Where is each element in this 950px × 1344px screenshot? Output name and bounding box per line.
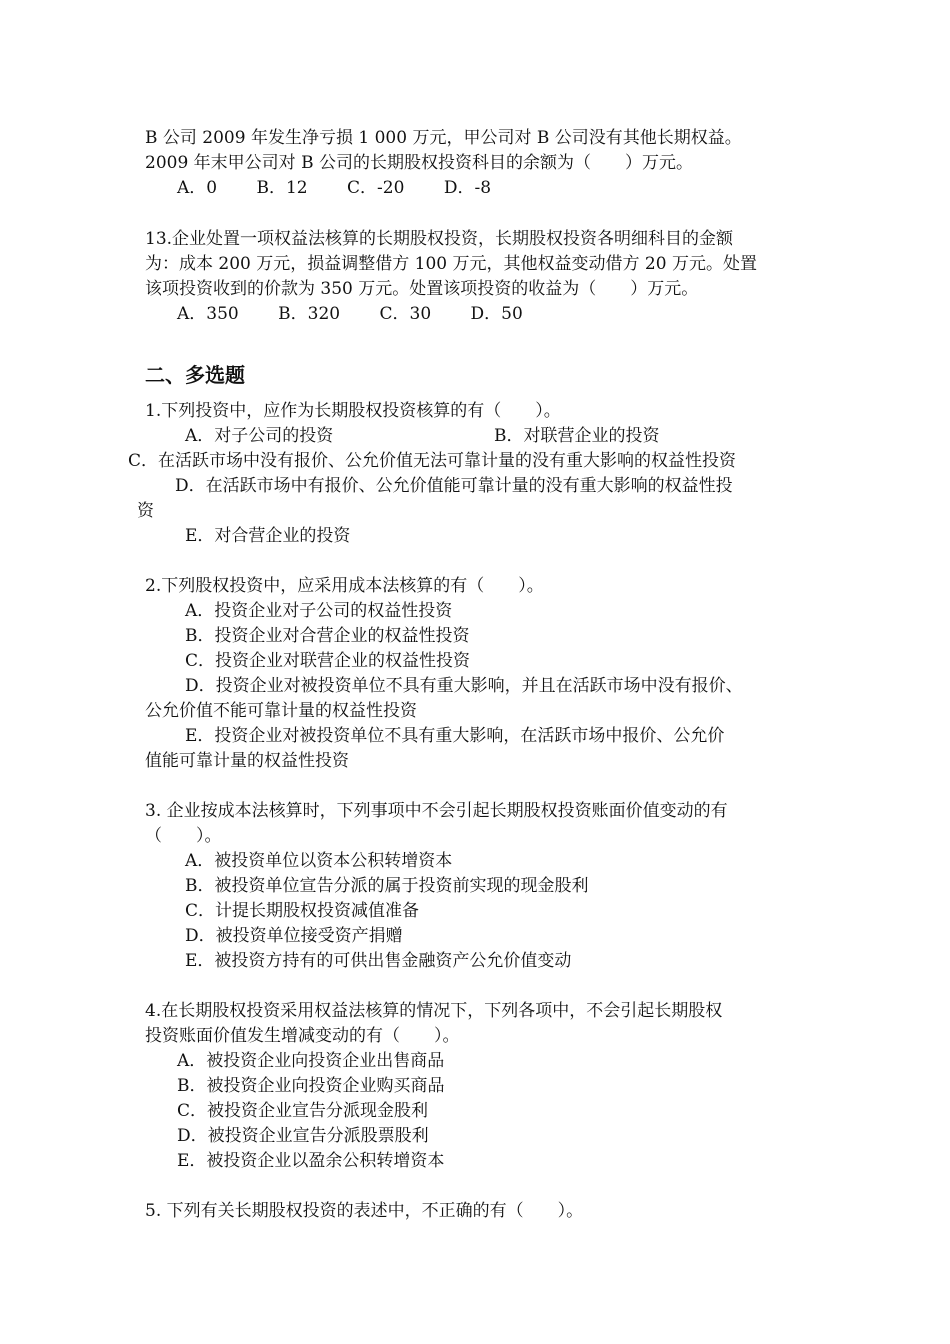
m4-option-b: B．被投资企业向投资企业购买商品: [177, 1076, 445, 1096]
m3-option-e: E．被投资方持有的可供出售金融资产公允价值变动: [185, 951, 572, 971]
m1-option-d-line-1: D．在活跃市场中有报价、公允价值能可靠计量的没有重大影响的权益性投: [175, 476, 733, 496]
q13-option-a: A．350: [177, 304, 239, 324]
m3-option-d: D．被投资单位接受资产捐赠: [185, 926, 403, 946]
m4-option-d: D．被投资企业宣告分派股票股利: [177, 1126, 429, 1146]
m2-option-e-line-2: 值能可靠计量的权益性投资: [145, 751, 349, 771]
m1-option-c: C．在活跃市场中没有报价、公允价值无法可靠计量的没有重大影响的权益性投资: [128, 451, 737, 471]
m2-option-a: A．投资企业对子公司的权益性投资: [185, 601, 453, 621]
m4-option-a: A．被投资企业向投资企业出售商品: [177, 1051, 445, 1071]
m2-option-d-line-1: D．投资企业对被投资单位不具有重大影响，并且在活跃市场中没有报价、: [185, 676, 743, 696]
m3-stem-line-1: 3. 企业按成本法核算时，下列事项中不会引起长期股权投资账面价值变动的有: [145, 801, 728, 821]
m1-option-a: A．对子公司的投资: [185, 426, 334, 446]
m3-option-b: B．被投资单位宣告分派的属于投资前实现的现金股利: [185, 876, 589, 896]
m1-option-d-line-2: 资: [137, 501, 154, 521]
section-heading-multiple-choice: 二、多选题: [145, 363, 245, 387]
q12-option-b: B．12: [256, 178, 308, 198]
q12-options: [177, 176, 491, 200]
m2-option-e-line-1: E．投资企业对被投资单位不具有重大影响，在活跃市场中报价、公允价: [185, 726, 725, 746]
m3-option-c: C．计提长期股权投资减值准备: [185, 901, 420, 921]
m3-option-a: A．被投资单位以资本公积转增资本: [185, 851, 453, 871]
q13-option-d: D．50: [470, 304, 523, 324]
q12-option-a: A．0: [177, 178, 218, 198]
q12-option-d: D．-8: [443, 178, 492, 198]
m1-option-b: B．对联营企业的投资: [494, 426, 660, 446]
m4-stem-line-2: 投资账面价值发生增减变动的有（ ）。: [145, 1026, 460, 1046]
q12-line-1: B 公司 2009 年发生净亏损 1 000 万元，甲公司对 B 公司没有其他长期权益。: [145, 128, 742, 148]
q13-option-b: B．320: [278, 304, 341, 324]
m2-stem: 2.下列股权投资中，应采用成本法核算的有（ ）。: [145, 576, 544, 596]
m4-option-c: C．被投资企业宣告分派现金股利: [177, 1101, 429, 1121]
q13-option-c: C．30: [379, 304, 432, 324]
m5-stem: 5. 下列有关长期股权投资的表述中，不正确的有（ ）。: [145, 1201, 584, 1221]
m2-option-c: C．投资企业对联营企业的权益性投资: [185, 651, 471, 671]
q12-option-c: C．-20: [347, 178, 405, 198]
q13-line-2: 为：成本 200 万元，损益调整借方 100 万元，其他权益变动借方 20 万元。处置: [145, 254, 757, 274]
q12-line-2: 2009 年末甲公司对 B 公司的长期股权投资科目的余额为（ ）万元。: [145, 153, 693, 173]
m3-stem-line-2: （ ）。: [145, 826, 222, 846]
q13-line-1: 13.企业处置一项权益法核算的长期股权投资，长期股权投资各明细科目的金额: [145, 229, 734, 249]
m4-stem-line-1: 4.在长期股权投资采用权益法核算的情况下，下列各项中，不会引起长期股权: [145, 1001, 723, 1021]
m1-stem: 1.下列投资中，应作为长期股权投资核算的有（ ）。: [145, 401, 561, 421]
m2-option-d-line-2: 公允价值不能可靠计量的权益性投资: [145, 701, 417, 721]
q13-line-3: 该项投资收到的价款为 350 万元。处置该项投资的收益为（ ）万元。: [145, 279, 699, 299]
m4-option-e: E．被投资企业以盈余公积转增资本: [177, 1151, 445, 1171]
m1-option-e: E．对合营企业的投资: [185, 526, 351, 546]
m2-option-b: B．投资企业对合营企业的权益性投资: [185, 626, 470, 646]
q13-options: [177, 302, 523, 326]
